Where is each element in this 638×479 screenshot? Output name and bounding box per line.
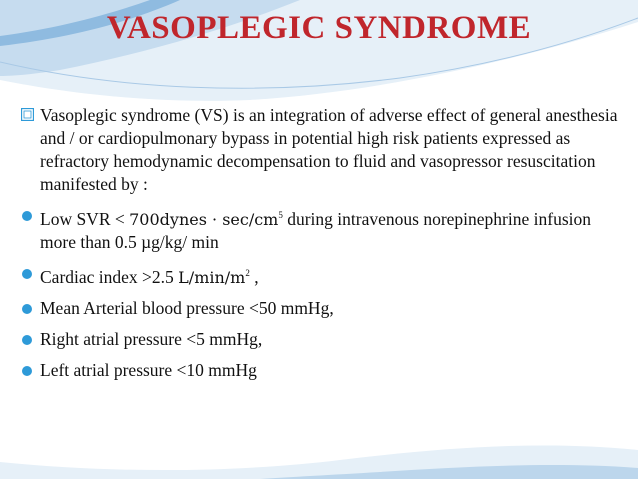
bullet-text: Left atrial pressure <10 mmHg xyxy=(40,360,257,380)
intro-item xyxy=(18,104,630,196)
bullet-dot-icon xyxy=(22,335,32,345)
bullet-item xyxy=(18,297,630,320)
bullet-superscript: 2 xyxy=(245,268,250,278)
bullet-dot-icon xyxy=(22,269,32,279)
bullet-item xyxy=(18,262,630,289)
bullet-item xyxy=(18,328,630,351)
bullet-item xyxy=(18,359,630,382)
bullet-dot-icon xyxy=(22,366,32,376)
bullet-text: Mean Arterial blood pressure <50 mmHg, xyxy=(40,298,334,318)
slide-title: VASOPLEGIC SYNDROME xyxy=(106,10,532,46)
intro-text: Vasoplegic syndrome (VS) is an integration of adverse effect of general anesthesia and / or cardiopulmonary bypass in potential high risk patients expressed as refractory hemodynamic decompensation to fluid and vasopressor resuscitation manifested by : xyxy=(40,105,618,194)
bullet-text: Right atrial pressure <5 mmHg, xyxy=(40,329,263,349)
slide-body xyxy=(18,104,630,390)
bullet-superscript: 5 xyxy=(278,210,283,220)
bullet-text-pre: Low SVR < xyxy=(40,209,130,229)
bullet-math: 700dynes · sec/cm xyxy=(129,210,279,229)
bullet-text-pre: Cardiac index >2.5 xyxy=(40,267,179,287)
bullet-text-post: , xyxy=(249,267,259,287)
bullet-dot-icon xyxy=(22,211,32,221)
bullet-math: L/min/m xyxy=(178,268,246,287)
bullet-item xyxy=(18,204,630,254)
bullet-text-post: during intravenous norepinephrine infusion more than 0.5 µg/kg/ min xyxy=(40,209,591,252)
checkbox-bullet-icon xyxy=(21,108,34,121)
bullet-dot-icon xyxy=(22,304,32,314)
